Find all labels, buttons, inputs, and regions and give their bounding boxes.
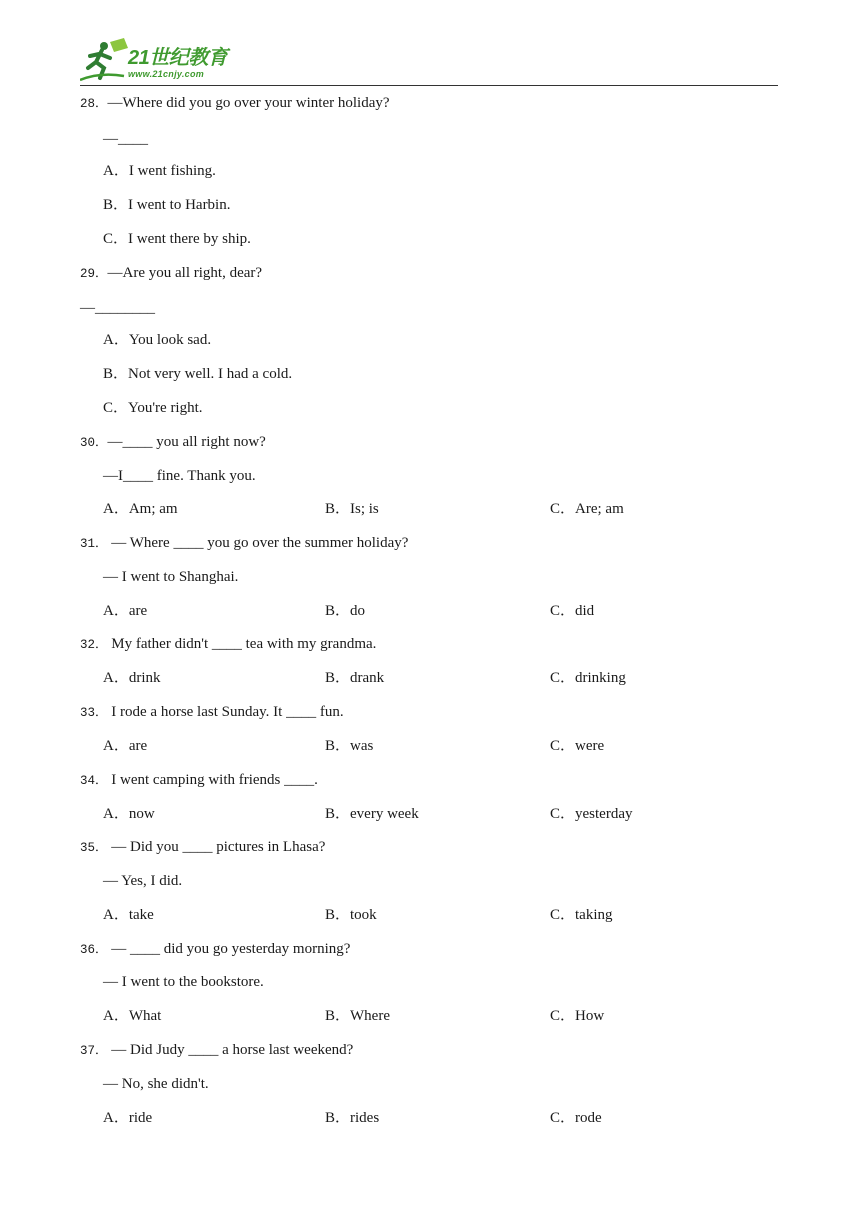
question-37-stem: 37． — Did Judy ____ a horse last weekend? bbox=[80, 1042, 354, 1058]
question-29-option-b: B．Not very well. I had a cold. bbox=[103, 366, 293, 382]
question-28-option-b: B．I went to Harbin. bbox=[103, 197, 231, 213]
question-29-option-c: C．You're right. bbox=[103, 400, 203, 416]
question-29-stem: 29．—Are you all right, dear? bbox=[80, 265, 263, 281]
question-30-option-a: A．Am; am bbox=[103, 501, 178, 517]
question-number: 34． bbox=[80, 774, 108, 788]
question-30-reply: —I____ fine. Thank you. bbox=[103, 468, 256, 484]
logo-text: 21世纪教育 bbox=[128, 47, 228, 69]
question-34-option-a: A．now bbox=[103, 806, 155, 822]
question-32-option-a: A．drink bbox=[103, 670, 161, 686]
logo-url: www.21cnjy.com bbox=[128, 69, 205, 79]
question-number: 30． bbox=[80, 436, 108, 450]
question-33-option-b: B．was bbox=[325, 738, 374, 754]
question-31-option-b: B．do bbox=[325, 603, 366, 619]
question-35-option-c: C．taking bbox=[550, 907, 613, 923]
question-number: 37． bbox=[80, 1044, 108, 1058]
question-36-reply: — I went to the bookstore. bbox=[103, 974, 264, 990]
question-28-option-c: C．I went there by ship. bbox=[103, 231, 251, 247]
question-28-reply: —____ bbox=[103, 131, 148, 147]
question-32-option-b: B．drank bbox=[325, 670, 385, 686]
runner-logo-icon bbox=[80, 38, 130, 82]
question-number: 32． bbox=[80, 638, 108, 652]
question-34-option-c: C．yesterday bbox=[550, 806, 633, 822]
question-32-stem: 32． My father didn't ____ tea with my grandma. bbox=[80, 636, 377, 652]
question-28-stem: 28．—Where did you go over your winter holiday? bbox=[80, 95, 390, 111]
question-number: 31． bbox=[80, 537, 108, 551]
question-33-option-a: A．are bbox=[103, 738, 148, 754]
question-number: 35． bbox=[80, 841, 108, 855]
question-35-reply: — Yes, I did. bbox=[103, 873, 183, 889]
question-36-option-a: A．What bbox=[103, 1008, 162, 1024]
question-35-stem: 35． — Did you ____ pictures in Lhasa? bbox=[80, 839, 326, 855]
question-29-reply: —________ bbox=[80, 300, 155, 316]
question-number: 28． bbox=[80, 97, 108, 111]
question-31-stem: 31． — Where ____ you go over the summer holiday? bbox=[80, 535, 409, 551]
question-34-stem: 34． I went camping with friends ____. bbox=[80, 772, 318, 788]
question-29-option-a: A．You look sad. bbox=[103, 332, 212, 348]
question-number: 33． bbox=[80, 706, 108, 720]
question-32-option-c: C．drinking bbox=[550, 670, 626, 686]
question-28-option-a: A．I went fishing. bbox=[103, 163, 216, 179]
question-37-option-c: C．rode bbox=[550, 1110, 602, 1126]
question-37-option-b: B．rides bbox=[325, 1110, 380, 1126]
question-35-option-a: A．take bbox=[103, 907, 154, 923]
question-37-option-a: A．ride bbox=[103, 1110, 153, 1126]
question-30-option-b: B．Is; is bbox=[325, 501, 379, 517]
question-31-option-c: C．did bbox=[550, 603, 595, 619]
question-35-option-b: B．took bbox=[325, 907, 377, 923]
question-31-reply: — I went to Shanghai. bbox=[103, 569, 239, 585]
header-rule bbox=[80, 85, 778, 86]
question-31-option-a: A．are bbox=[103, 603, 148, 619]
logo bbox=[80, 38, 240, 82]
question-number: 36． bbox=[80, 943, 108, 957]
question-34-option-b: B．every week bbox=[325, 806, 419, 822]
page-header bbox=[80, 38, 778, 86]
question-36-option-b: B．Where bbox=[325, 1008, 390, 1024]
question-30-option-c: C．Are; am bbox=[550, 501, 624, 517]
question-30-stem: 30．—____ you all right now? bbox=[80, 434, 266, 450]
question-37-reply: — No, she didn't. bbox=[103, 1076, 209, 1092]
question-36-stem: 36． — ____ did you go yesterday morning? bbox=[80, 941, 351, 957]
question-33-option-c: C．were bbox=[550, 738, 605, 754]
question-33-stem: 33． I rode a horse last Sunday. It ____ fun. bbox=[80, 704, 344, 720]
question-36-option-c: C．How bbox=[550, 1008, 605, 1024]
question-number: 29． bbox=[80, 267, 108, 281]
